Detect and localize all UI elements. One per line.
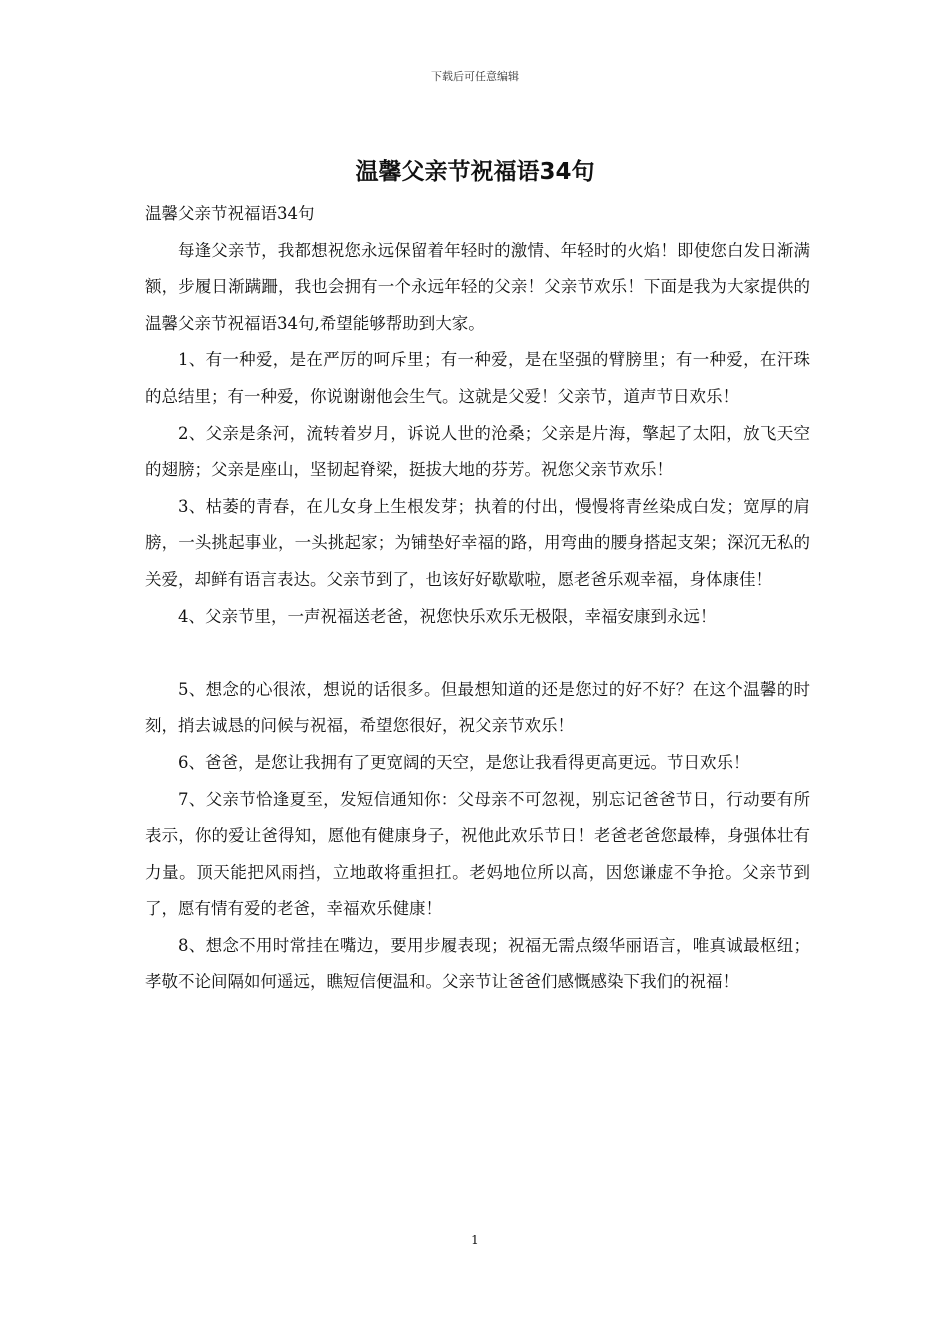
document-subtitle: 温馨父亲节祝福语34句 [145, 204, 315, 223]
page-number: 1 [471, 1233, 479, 1247]
blessing-item: 4、父亲节里，一声祝福送老爸，祝您快乐欢乐无极限，幸福安康到永远！ [178, 606, 717, 626]
blessing-item: 3、枯萎的青春，在儿女身上生根发芽；执着的付出，慢慢将青丝染成白发；宽厚的肩膀，一头挑起事业，一头挑起家；为铺垫好幸福的路，用弯曲的腰身搭起支架；深沉无私的关爱，却鲜有语言表达。父亲节到了，也该好好歇歇啦，愿老爸乐观幸福，身体康佳！ [145, 496, 810, 589]
blessing-item: 6、爸爸，是您让我拥有了更宽阔的天空，是您让我看得更高更远。节日欢乐！ [178, 752, 750, 772]
blessing-item: 2、父亲是条河，流转着岁月，诉说人世的沧桑；父亲是片海，擎起了太阳，放飞天空的翅膀；父亲是座山，坚韧起脊梁，挺拔大地的芬芳。祝您父亲节欢乐！ [145, 423, 810, 480]
document-title: 温馨父亲节祝福语34句 [355, 159, 595, 185]
blessing-item: 8、想念不用时常挂在嘴边，要用步履表现；祝福无需点缀华丽语言，唯真诚最枢纽；孝敬不论间隔如何遥远，瞧短信便温和。父亲节让爸爸们感慨感染下我们的祝福！ [145, 935, 810, 992]
blank-line [145, 635, 810, 672]
blessing-item: 1、有一种爱，是在严厉的呵斥里；有一种爱，是在坚强的臂膀里；有一种爱，在汗珠的总结里；有一种爱，你说谢谢他会生气。这就是父爱！父亲节，道声节日欢乐！ [145, 350, 810, 406]
blessing-item: 7、父亲节恰逢夏至，发短信通知你：父母亲不可忽视，别忘记爸爸节日，行动要有所表示，你的爱让爸得知，愿他有健康身子，祝他此欢乐节日！老爸老爸您最棒，身强体壮有力量。顶天能把风雨挡，立地敢将重担扛。老妈地位所以高，因您谦虚不争抢。父亲节到了，愿有情有爱的老爸，幸福欢乐健康！ [145, 789, 810, 919]
header-note: 下载后可任意编辑 [431, 70, 519, 83]
document-body [145, 196, 810, 1001]
intro-paragraph: 每逢父亲节，我都想祝您永远保留着年轻时的激情、年轻时的火焰！即使您白发日渐满额，步履日渐蹒跚，我也会拥有一个永远年轻的父亲！父亲节欢乐！下面是我为大家提供的温馨父亲节祝福语34句,希望能够帮助到大家。 [145, 240, 810, 333]
blessing-item: 5、想念的心很浓，想说的话很多。但最想知道的还是您过的好不好？在这个温馨的时刻，捎去诚恳的问候与祝福，希望您很好，祝父亲节欢乐！ [145, 679, 810, 736]
